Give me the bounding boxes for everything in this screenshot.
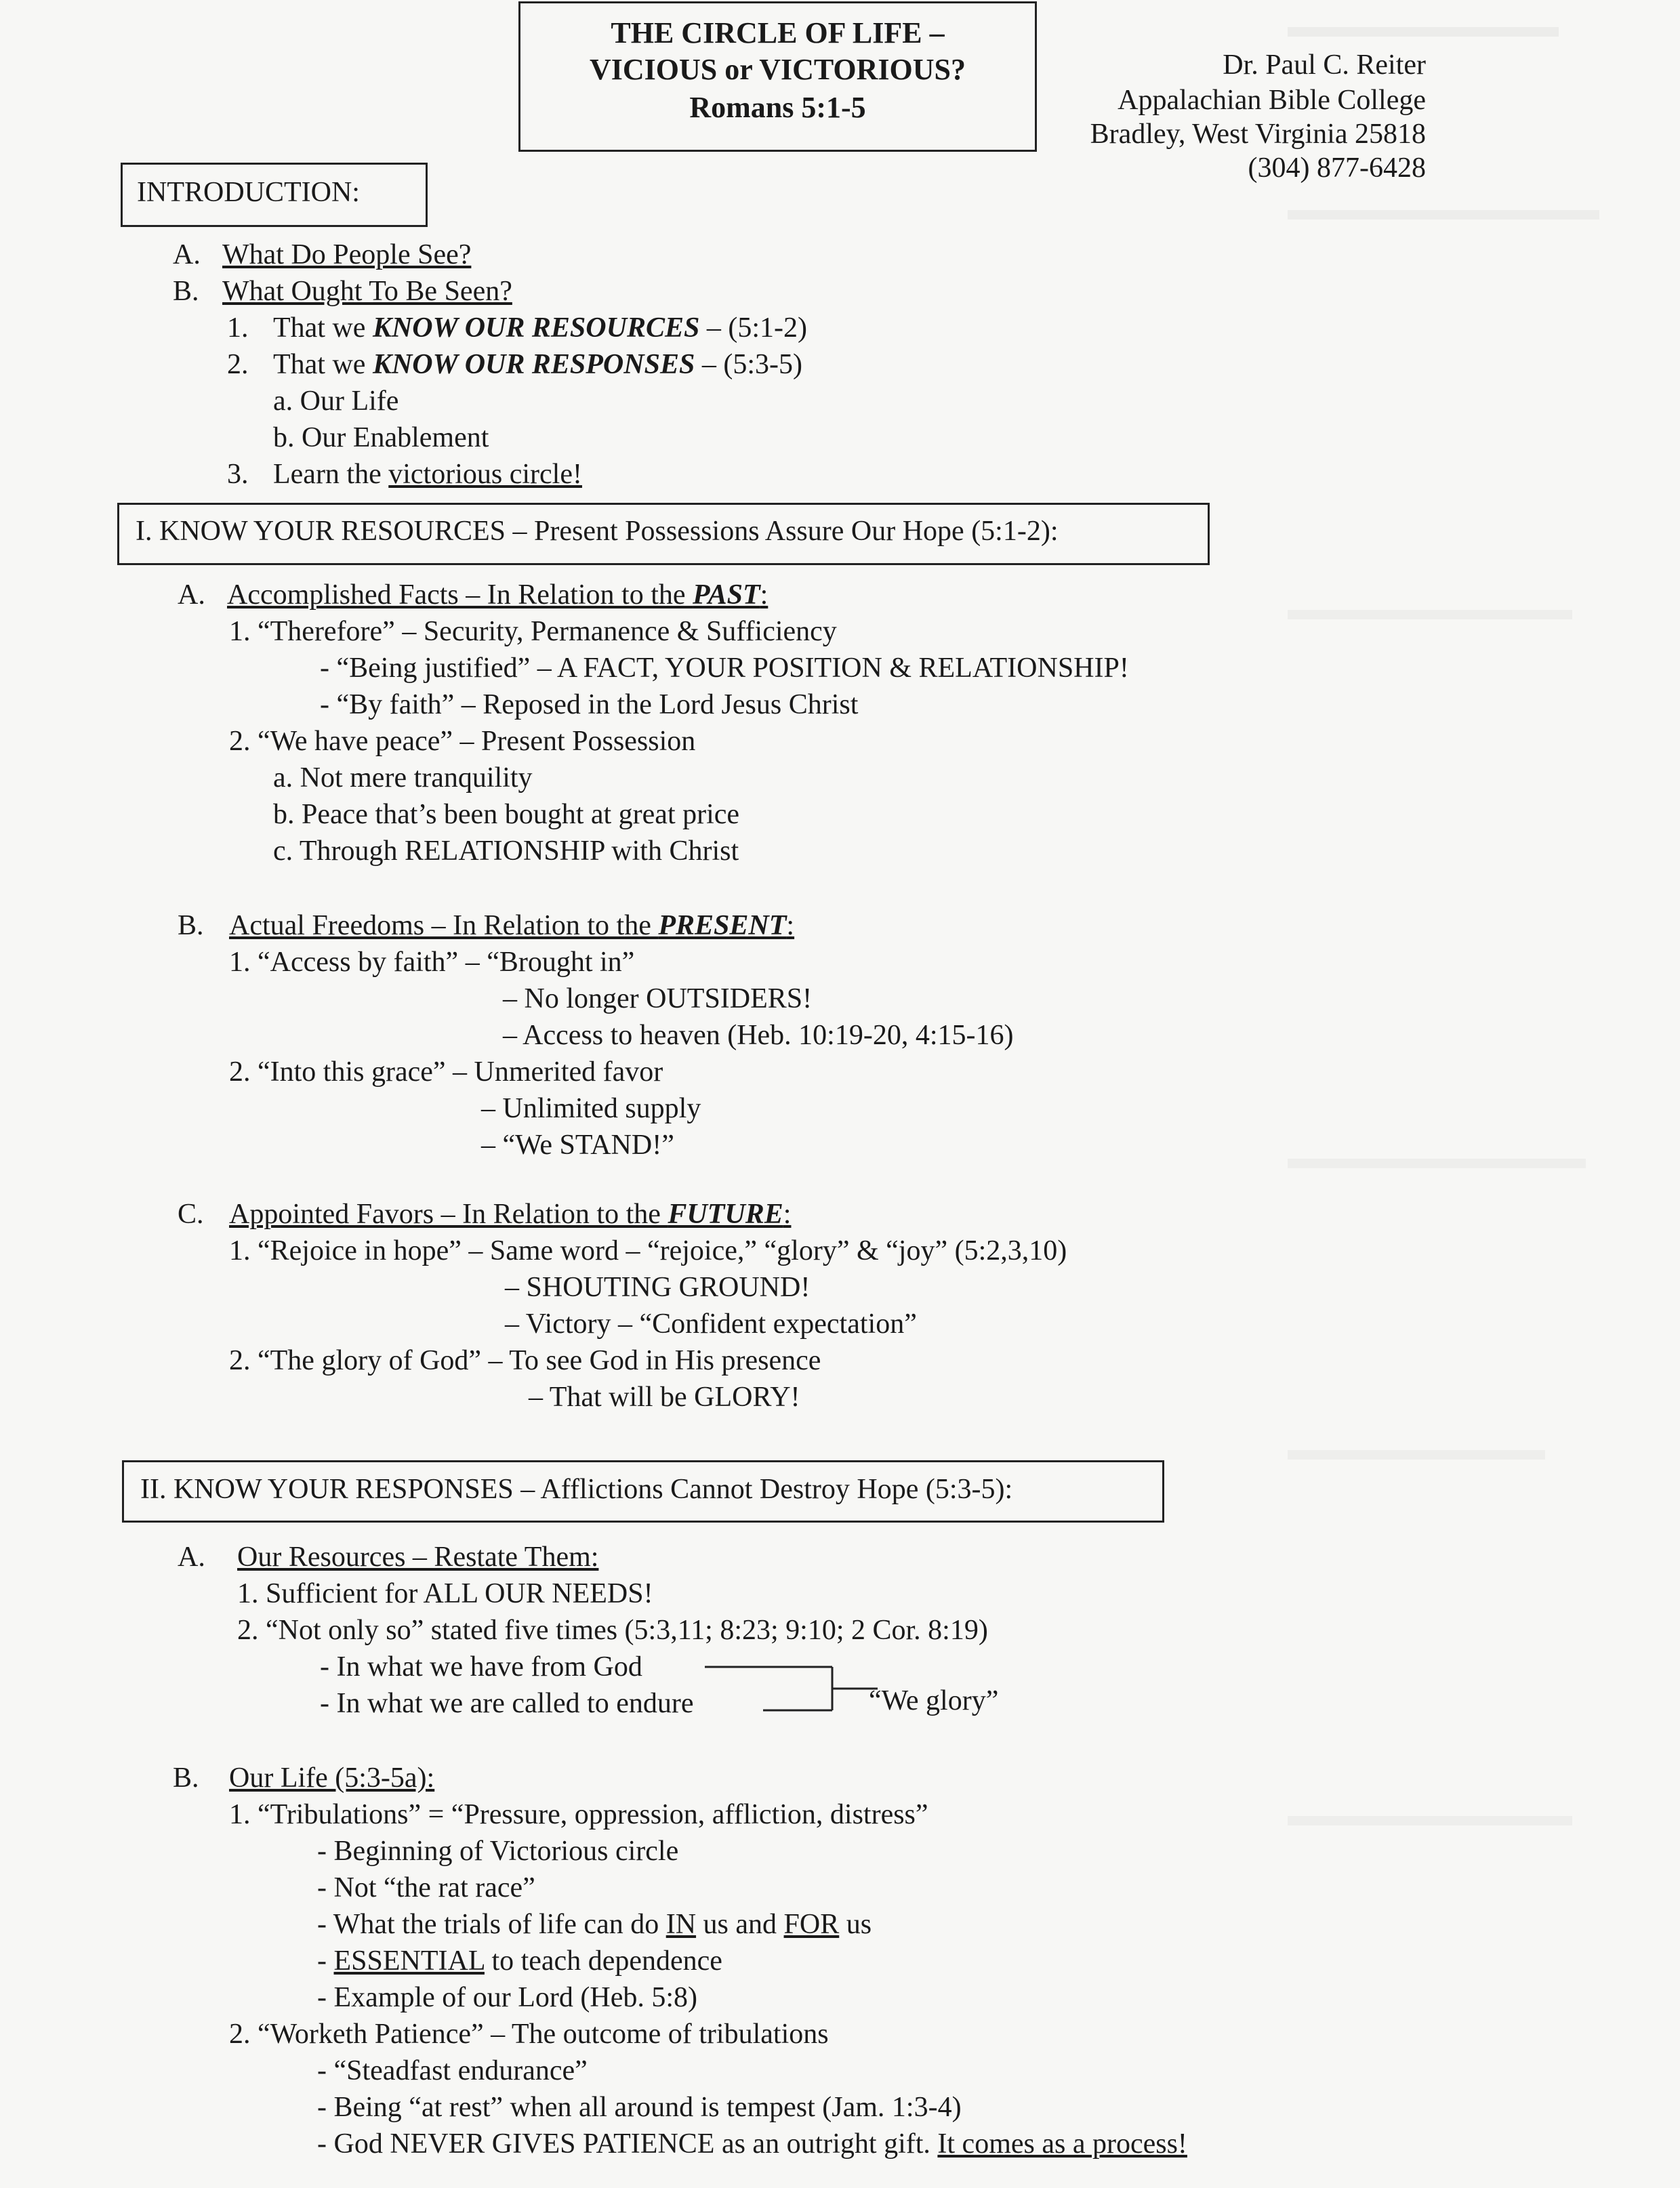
- section1-b-heading: Actual Freedoms – In Relation to the PRESENT:: [229, 910, 795, 941]
- section2-a2: 2. “Not only so” stated five times (5:3,11; 8:23; 9:10; 2 Cor. 8:19): [237, 1615, 988, 1646]
- title-line-2: VICIOUS or VICTORIOUS?: [589, 53, 966, 86]
- section1-a2c: c. Through RELATIONSHIP with Christ: [273, 835, 739, 867]
- section1-a1-bullet-1: - “Being justified” – A FACT, YOUR POSITION & RELATIONSHIP!: [320, 653, 1129, 684]
- section2-b2-bullet-3: - God NEVER GIVES PATIENCE as an outright gift. It comes as a process!: [317, 2128, 1187, 2160]
- section1-c1: 1. “Rejoice in hope” – Same word – “rejoice,” “glory” & “joy” (5:2,3,10): [229, 1235, 1067, 1266]
- section1-c1-line-3: – Victory – “Confident expectation”: [505, 1308, 917, 1340]
- intro-item-b: What Ought To Be Seen?: [222, 276, 512, 307]
- section1-c2-line-2: – That will be GLORY!: [529, 1382, 800, 1413]
- author-phone: (304) 877-6428: [1248, 152, 1426, 184]
- intro-item-a: What Do People See?: [222, 239, 472, 270]
- title-scripture: Romans 5:1-5: [689, 91, 866, 124]
- section1-a2: 2. “We have peace” – Present Possession: [229, 726, 696, 757]
- author-address: Bradley, West Virginia 25818: [1090, 119, 1426, 150]
- intro-b2-number: 2.: [227, 349, 249, 380]
- section1-a2a: a. Not mere tranquility: [273, 762, 533, 793]
- section1-b1-line-3: – Access to heaven (Heb. 10:19-20, 4:15-16): [503, 1020, 1014, 1051]
- section1-c1-line-2: – SHOUTING GROUND!: [505, 1272, 811, 1303]
- section2-b1-bullet-5: - Example of our Lord (Heb. 5:8): [317, 1982, 697, 2013]
- section2-we-glory: “We glory”: [869, 1685, 999, 1716]
- section1-a2b: b. Peace that’s been bought at great price: [273, 799, 740, 830]
- section2-b-heading: Our Life (5:3-5a):: [229, 1762, 435, 1794]
- intro-item-a-letter: A.: [173, 239, 201, 270]
- section1-c-heading: Appointed Favors – In Relation to the FUTURE:: [229, 1199, 792, 1230]
- section2-a1: 1. Sufficient for ALL OUR NEEDS!: [237, 1578, 653, 1609]
- bleed-through-texture: [1288, 14, 1613, 2046]
- section1-a1-bullet-2: - “By faith” – Reposed in the Lord Jesus Christ: [320, 689, 859, 720]
- section2-b1-bullet-3: - What the trials of life can do IN us and FOR us: [317, 1909, 872, 1940]
- intro-b3-number: 3.: [227, 459, 249, 490]
- section1-b1: 1. “Access by faith” – “Brought in”: [229, 947, 635, 978]
- section2-b2-bullet-2: - Being “at rest” when all around is tempest (Jam. 1:3-4): [317, 2092, 962, 2123]
- section1-heading: I. KNOW YOUR RESOURCES – Present Possessions Assure Our Hope (5:1-2):: [136, 516, 1059, 547]
- section2-b1-bullet-2: - Not “the rat race”: [317, 1872, 535, 1903]
- title-line-1: THE CIRCLE OF LIFE –: [611, 16, 945, 49]
- section2-b2: 2. “Worketh Patience” – The outcome of tribulations: [229, 2019, 829, 2050]
- section1-b1-line-2: – No longer OUTSIDERS!: [503, 983, 813, 1014]
- intro-b2a: a. Our Life: [273, 386, 399, 417]
- section2-a2-bullet-1: - In what we have from God: [320, 1651, 642, 1683]
- intro-b2: That we KNOW OUR RESPONSES – (5:3-5): [273, 349, 802, 380]
- section2-b1: 1. “Tribulations” = “Pressure, oppression, affliction, distress”: [229, 1799, 928, 1830]
- intro-b1: That we KNOW OUR RESOURCES – (5:1-2): [273, 312, 807, 344]
- intro-b2b: b. Our Enablement: [273, 422, 489, 453]
- section1-a-letter: A.: [178, 579, 205, 611]
- intro-heading: INTRODUCTION:: [137, 177, 360, 208]
- section2-b1-bullet-4: - ESSENTIAL to teach dependence: [317, 1945, 722, 1977]
- bracket-connector: [705, 1653, 888, 1728]
- section1-c2: 2. “The glory of God” – To see God in His presence: [229, 1345, 821, 1376]
- intro-b3: Learn the victorious circle!: [273, 459, 582, 490]
- section2-b-letter: B.: [173, 1762, 199, 1794]
- section2-b1-bullet-1: - Beginning of Victorious circle: [317, 1836, 679, 1867]
- section1-b2-line-3: – “We STAND!”: [481, 1130, 674, 1161]
- section2-heading: II. KNOW YOUR RESPONSES – Afflictions Cannot Destroy Hope (5:3-5):: [140, 1474, 1013, 1505]
- section1-c-letter: C.: [178, 1199, 204, 1230]
- intro-b1-number: 1.: [227, 312, 249, 344]
- section2-b2-bullet-1: - “Steadfast endurance”: [317, 2055, 588, 2086]
- section1-b2: 2. “Into this grace” – Unmerited favor: [229, 1056, 663, 1088]
- section1-a1: 1. “Therefore” – Security, Permanence & Sufficiency: [229, 616, 837, 647]
- section1-b-letter: B.: [178, 910, 204, 941]
- section2-a2-bullet-2: - In what we are called to endure: [320, 1688, 694, 1719]
- section1-a-heading: Accomplished Facts – In Relation to the PAST:: [227, 579, 769, 611]
- section2-a-heading: Our Resources – Restate Them:: [237, 1542, 599, 1573]
- section1-b2-line-2: – Unlimited supply: [481, 1093, 701, 1124]
- section2-a-letter: A.: [178, 1542, 205, 1573]
- author-name: Dr. Paul C. Reiter: [1223, 49, 1426, 81]
- intro-item-b-letter: B.: [173, 276, 199, 307]
- author-college: Appalachian Bible College: [1118, 85, 1426, 116]
